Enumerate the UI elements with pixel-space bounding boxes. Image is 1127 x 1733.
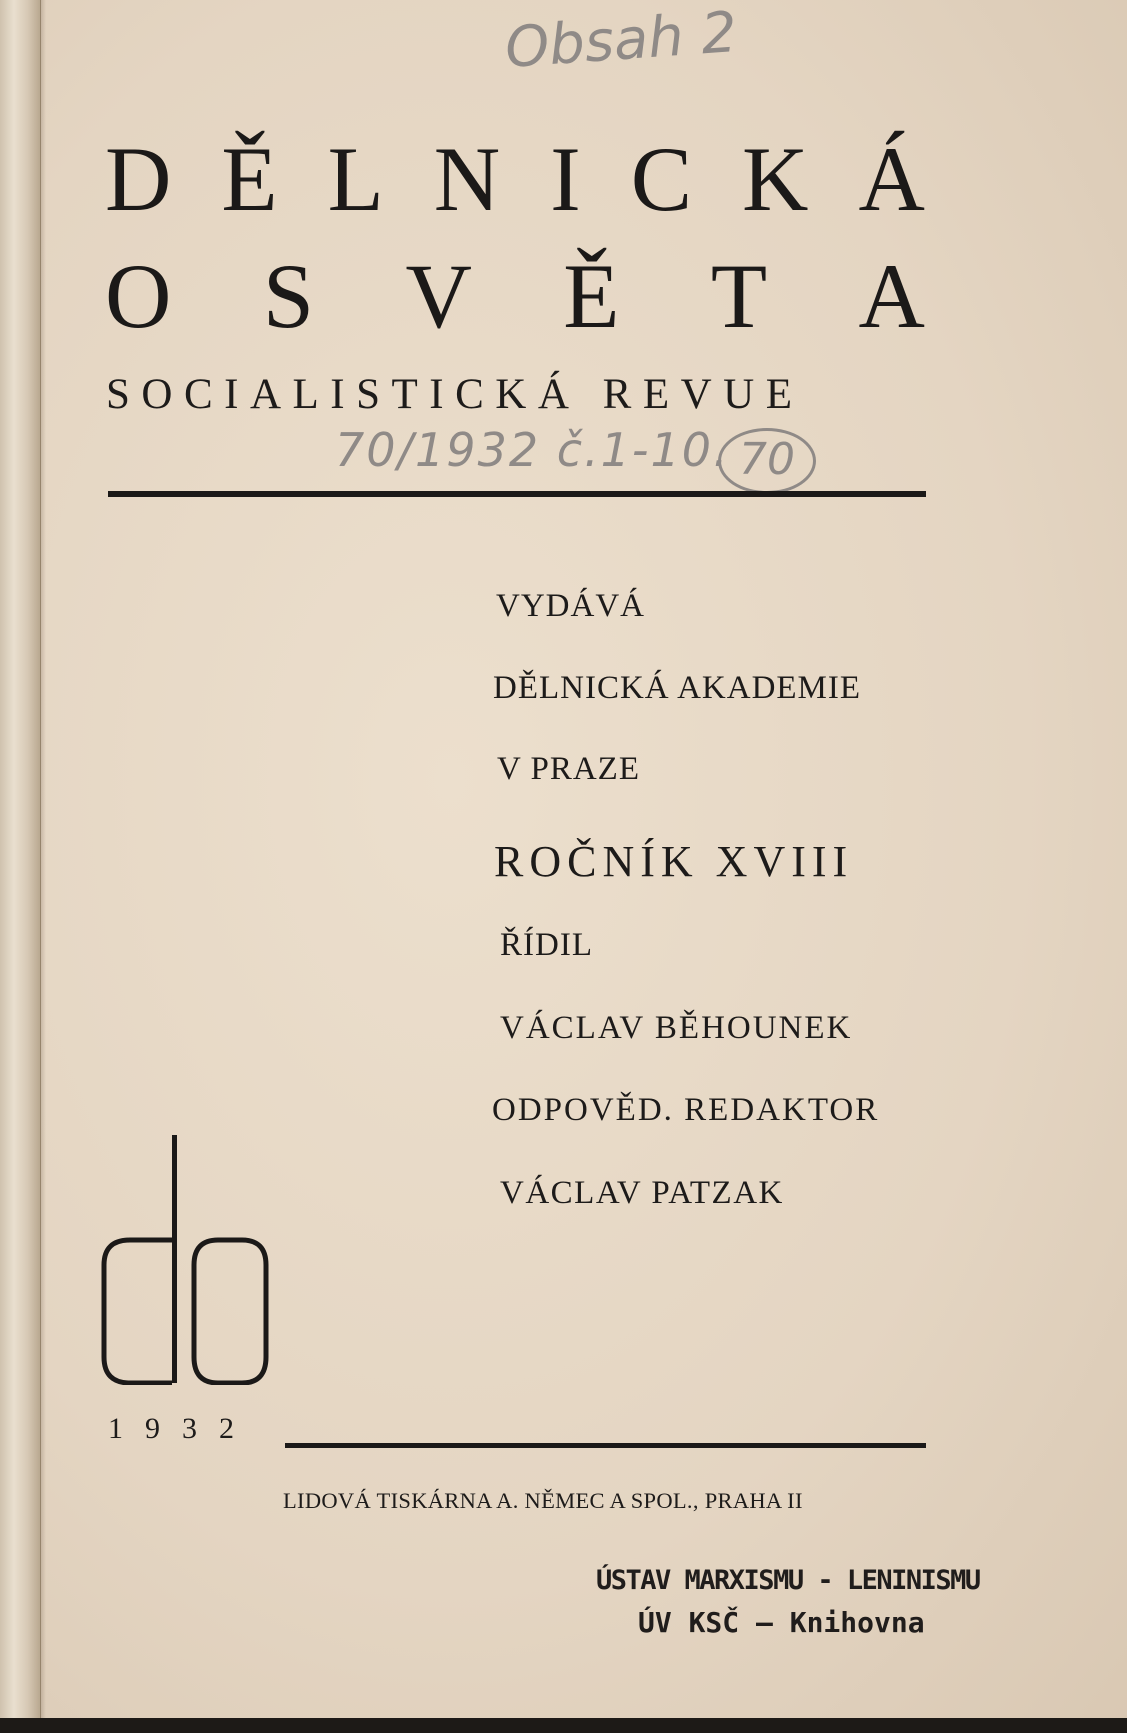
title-letter: O xyxy=(105,245,172,347)
handwritten-call-number: 70/1932 č.1-10. xyxy=(335,423,730,477)
title-rule xyxy=(108,491,926,497)
editor-name: VÁCLAV BĚHOUNEK xyxy=(500,1010,853,1046)
title-letter: A xyxy=(858,245,925,347)
printer-line: LIDOVÁ TISKÁRNA A. NĚMEC A SPOL., PRAHA II xyxy=(283,1488,803,1513)
library-stamp-line-2: ÚV KSČ — Knihovna xyxy=(638,1606,925,1639)
spine-shadow xyxy=(40,0,46,1733)
handwritten-note: Obsah 2 xyxy=(503,0,740,82)
publisher-logo xyxy=(100,1135,270,1385)
responsible-name: VÁCLAV PATZAK xyxy=(500,1175,784,1211)
library-stamp-line-1: ÚSTAV MARXISMU - LENINISMU xyxy=(596,1565,980,1596)
responsible-label: ODPOVĚD. REDAKTOR xyxy=(492,1092,880,1128)
editor-label: ŘÍDIL xyxy=(500,927,593,963)
title-letter: L xyxy=(327,128,384,230)
handwritten-circled-number: 70 xyxy=(718,428,816,494)
subtitle: SOCIALISTICKÁ REVUE xyxy=(106,371,804,418)
title-letter: I xyxy=(550,128,581,230)
publisher-name: DĚLNICKÁ AKADEMIE xyxy=(493,670,862,706)
title-line-2 xyxy=(105,245,925,347)
title-letter: N xyxy=(433,128,501,230)
scan-bottom-edge xyxy=(0,1718,1127,1733)
title-letter: V xyxy=(405,245,472,347)
volume: ROČNÍK XVIII xyxy=(494,837,854,886)
year-rule xyxy=(285,1443,926,1448)
title-letter: K xyxy=(742,128,809,230)
title-letter: S xyxy=(262,245,315,347)
publisher-city: V PRAZE xyxy=(497,751,640,787)
publisher-label: VYDÁVÁ xyxy=(496,588,645,624)
title-letter: Ě xyxy=(563,245,620,347)
title-letter: Ě xyxy=(221,128,278,230)
binding-edge xyxy=(0,0,41,1733)
publication-year: 1932 xyxy=(108,1412,256,1445)
title-letter: D xyxy=(105,128,172,230)
title-line-1 xyxy=(105,128,925,230)
title-letter: Á xyxy=(858,128,925,230)
title-letter: C xyxy=(630,128,693,230)
title-letter: T xyxy=(710,245,768,347)
